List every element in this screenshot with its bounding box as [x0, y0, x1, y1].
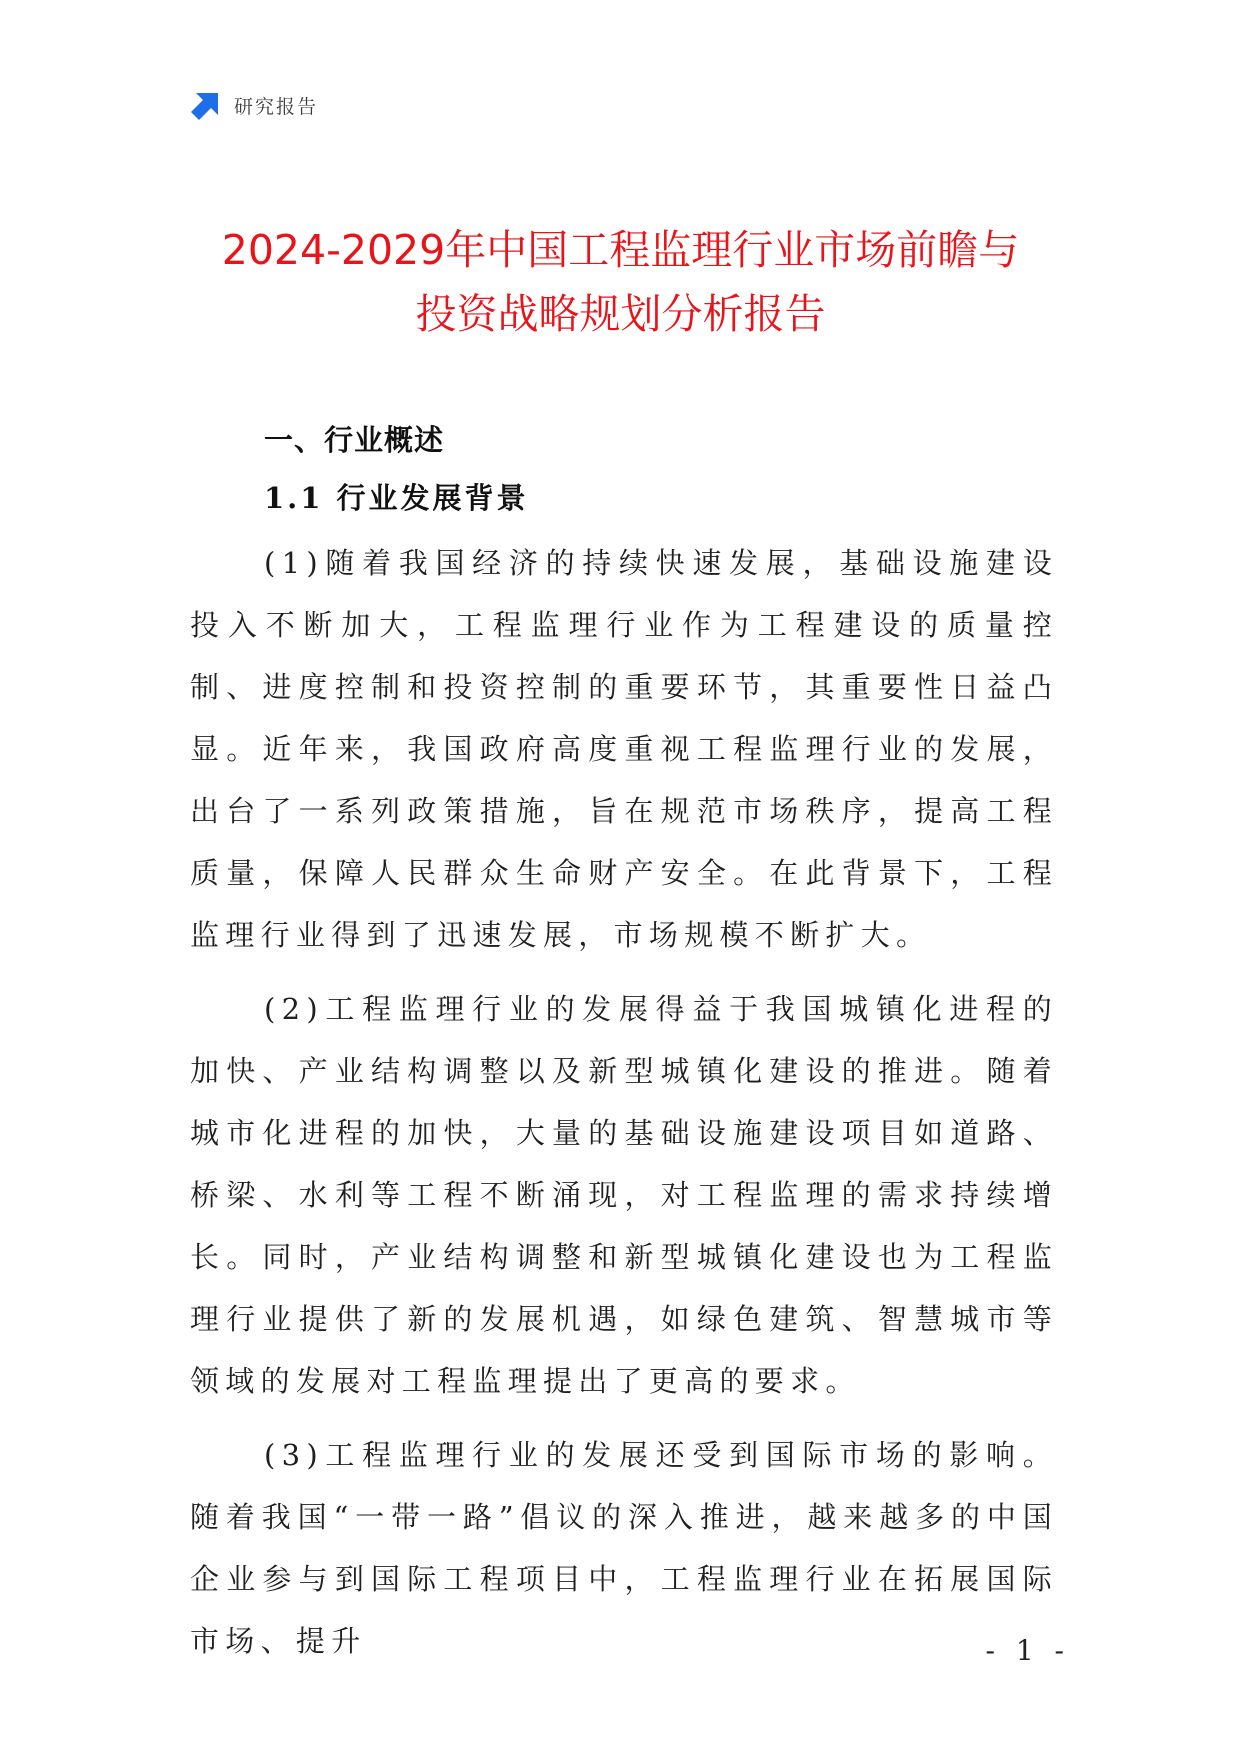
title-line-2: 投资战略规划分析报告 [415, 290, 826, 338]
subsection-heading: 1.1 行业发展背景 [264, 481, 529, 515]
title-line-1: 2024-2029年中国工程监理行业市场前瞻与 [221, 226, 1020, 274]
document-body [190, 418, 1058, 1672]
page-number: - 1 - [985, 1634, 1070, 1667]
report-header [190, 88, 318, 122]
paragraph-3: (3)工程监理行业的发展还受到国际市场的影响。随着我国“一带一路”倡议的深入推进，越来越多的中国企业参与到国际工程项目中，工程监理行业在拓展国际市场、提升 [190, 1438, 1058, 1658]
paragraph-2: (2)工程监理行业的发展得益于我国城镇化进程的加快、产业结构调整以及新型城镇化建设的推进。随着城市化进程的加快，大量的基础设施建设项目如道路、桥梁、水利等工程不断涌现，对工程监理的需求持续增长。同时，产业结构调整和新型城镇化建设也为工程监理行业提供了新的发展机遇，如绿色建筑、智慧城市等领域的发展对工程监理提出了更高的要求。 [190, 992, 1058, 1398]
arrow-up-right-icon [190, 89, 222, 121]
paragraph-1: (1)随着我国经济的持续快速发展，基础设施建设投入不断加大，工程监理行业作为工程建设的质量控制、进度控制和投资控制的重要环节，其重要性日益凸显。近年来，我国政府高度重视工程监理行业的发展，出台了一系列政策措施，旨在规范市场秩序，提高工程质量，保障人民群众生命财产安全。在此背景下，工程监理行业得到了迅速发展，市场规模不断扩大。 [190, 546, 1058, 952]
header-label: 研究报告 [234, 95, 319, 118]
section-heading: 一、行业概述 [264, 423, 445, 457]
document-title [150, 218, 1091, 346]
